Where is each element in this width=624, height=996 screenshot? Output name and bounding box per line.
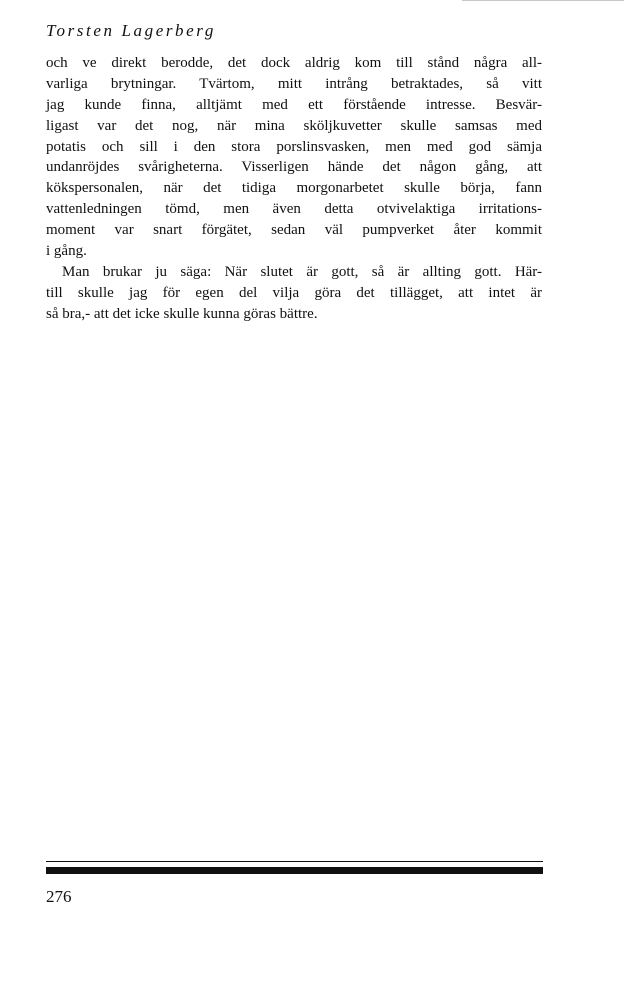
text-line: så bra,- att det icke skulle kunna göras bättre. — [46, 305, 318, 322]
running-header: Torsten Lagerberg — [46, 21, 216, 40]
text-line: i gång. — [46, 243, 87, 260]
text-line: undanröjdes svårigheterna. Visserligen hände det någon gång, att — [46, 159, 542, 176]
text-line: Man brukar ju säga: När slutet är gott, så är allting gott. Här- — [62, 263, 542, 280]
footer-rule-thin — [46, 861, 543, 862]
page-number: 276 — [46, 887, 72, 906]
footer-rule-thick — [46, 867, 543, 874]
text-line: vattenledningen tömd, men även detta otvivelaktiga irritations- — [46, 201, 542, 218]
top-edge-rule — [462, 0, 624, 1]
body-text — [46, 53, 542, 325]
text-line: kökspersonalen, när det tidiga morgonarbetet skulle börja, fann — [46, 180, 542, 197]
text-line: jag kunde finna, alltjämt med ett förstående intresse. Besvär- — [46, 96, 542, 113]
text-line: potatis och sill i den stora porslinsvasken, men med god sämja — [46, 138, 542, 155]
text-line: moment var snart förgätet, sedan väl pumpverket åter kommit — [46, 222, 542, 239]
text-line: varliga brytningar. Tvärtom, mitt intrång betraktades, så vitt — [46, 75, 542, 92]
text-line: till skulle jag för egen del vilja göra det tillägget, att intet är — [46, 284, 542, 301]
text-line: och ve direkt berodde, det dock aldrig kom till stånd några all- — [46, 55, 542, 71]
text-line: ligast var det nog, när mina sköljkuvetter skulle samsas med — [46, 117, 542, 134]
